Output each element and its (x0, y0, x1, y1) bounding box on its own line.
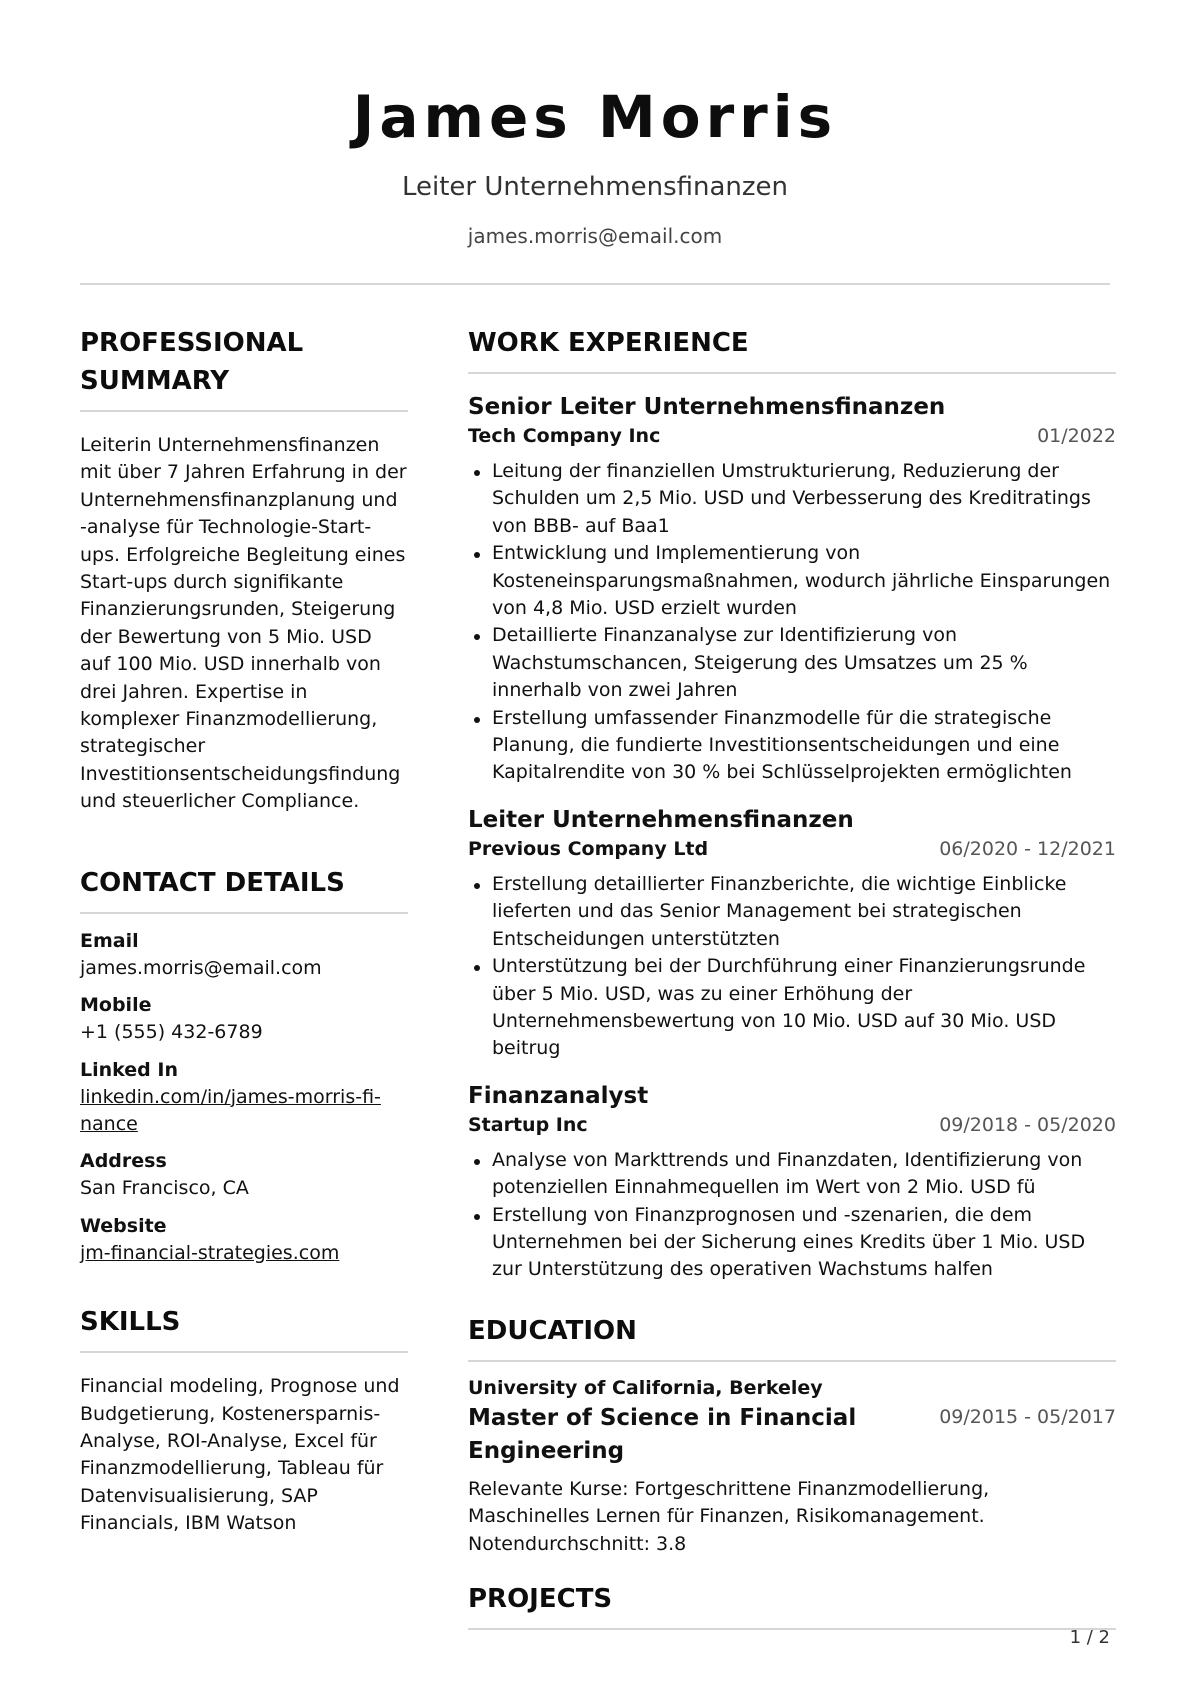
job-bullets (468, 871, 1116, 1063)
job-bullet: Entwicklung und Implementierung von Kosteneinsparungsmaßnahmen, wodurch jährliche Einsparungen von 4,8 Mio. USD erzielt wurden (492, 540, 1116, 622)
job-position: Senior Leiter Unternehmensfinanzen (468, 394, 946, 420)
address-value: San Francisco, CA (80, 1177, 249, 1200)
left-column (80, 324, 408, 1538)
contact-details (80, 928, 408, 1267)
website-link[interactable]: jm-financial-strategies.com (80, 1241, 340, 1264)
job-entry (468, 392, 1116, 787)
job-dates: 06/2020 - 12/2021 (939, 837, 1116, 860)
summary-text: Leiterin Unternehmensfinanzen mit über 7 Jahren Erfahrung in der Unternehmensfinanzplanung und -analyse für Technologie-Start-ups. Erfolgreiche Begleitung eines Start-ups durch signifikante Finanzierungsrunden, Steigerung der Bewertung von 5 Mio. USD auf 100 Mio. USD innerhalb von drei Jahren. Expertise in komplexer Finanzmodellierung, strategischer Investitionsentscheidungsfindung und steuerlicher Compliance. (80, 434, 407, 813)
right-column (468, 324, 1116, 1630)
job-position: Finanzanalyst (468, 1082, 649, 1109)
job-bullet: Detaillierte Finanzanalyse zur Identifizierung von Wachstumschancen, Steigerung des Umsatzes um 25 % innerhalb von zwei Jahren (492, 622, 1116, 704)
school-name: University of California, Berkeley (468, 1376, 823, 1399)
linkedin-link[interactable]: linkedin.com/in/james-morris-fi-nance (80, 1085, 381, 1135)
job-company: Previous Company Ltd (468, 837, 709, 860)
website-label: Website (80, 1214, 167, 1237)
job-company: Startup Inc (468, 1113, 588, 1136)
header-email: james.morris@email.com (467, 224, 723, 248)
education-entry (468, 1374, 1116, 1558)
page-number: 1 / 2 (1069, 1627, 1110, 1648)
job-bullet: Analyse von Markttrends und Finanzdaten, Identifizierung von potenziellen Einnahmequellen im Wert von 2 Mio. USD fü (492, 1147, 1116, 1202)
resume-header (0, 0, 1190, 250)
skills-text: Financial modeling, Prognose und Budgetierung, Kostenersparnis-Analyse, ROI-Analyse, Excel für Finanzmodellierung, Tableau für Datenvisualisierung, SAP Financials, IBM Watson (80, 1375, 400, 1535)
experience-heading: WORK EXPERIENCE (468, 324, 1116, 374)
job-bullet: Leitung der finanziellen Umstrukturierung, Reduzierung der Schulden um 2,5 Mio. USD und Verbesserung des Kreditratings von BBB- auf Baa1 (492, 458, 1116, 540)
job-bullet: Erstellung von Finanzprognosen und -szenarien, die dem Unternehmen bei der Sicherung eines Kredits über 1 Mio. USD zur Unterstützung des operativen Wachstums halfen (492, 1202, 1116, 1284)
education-heading: EDUCATION (468, 1312, 1116, 1362)
address-label: Address (80, 1150, 167, 1173)
job-bullets (468, 458, 1116, 787)
degree-title: Master of Science in Financial Engineering (468, 1404, 857, 1464)
job-company: Tech Company Inc (468, 425, 661, 447)
job-dates: 01/2022 (1037, 425, 1116, 447)
linkedin-label: Linked In (80, 1058, 178, 1081)
mobile-value: +1 (555) 432-6789 (80, 1021, 263, 1044)
summary-heading: PROFESSIONAL SUMMARY (80, 324, 408, 412)
skills-heading: SKILLS (80, 1303, 408, 1353)
email-value: james.morris@email.com (80, 956, 322, 979)
job-bullet: Erstellung umfassender Finanzmodelle für die strategische Planung, die fundierte Investitionsentscheidungen und eine Kapitalrendite von 30 % bei Schlüsselprojekten ermöglichten (492, 705, 1116, 787)
job-bullets (468, 1147, 1116, 1284)
job-dates: 09/2018 - 05/2020 (939, 1113, 1116, 1136)
education-dates: 09/2015 - 05/2017 (939, 1405, 1116, 1428)
job-title: Leiter Unternehmensfinanzen (401, 172, 788, 202)
job-entry (468, 805, 1116, 1063)
contact-heading: CONTACT DETAILS (80, 864, 408, 914)
education-courses: Relevante Kurse: Fortgeschrittene Finanzmodellierung, Maschinelles Lernen für Finanzen, Risikomanagement. Notendurchschnitt: 3.8 (468, 1477, 990, 1555)
job-position: Leiter Unternehmensfinanzen (468, 806, 854, 833)
mobile-label: Mobile (80, 994, 152, 1017)
job-bullet: Unterstützung bei der Durchführung einer Finanzierungsrunde über 5 Mio. USD, was zu einer Erhöhung der Unternehmensbewertung von 10 Mio. USD auf 30 Mio. USD beitrug (492, 953, 1116, 1063)
header-divider (80, 283, 1110, 285)
projects-heading: PROJECTS (468, 1580, 1116, 1630)
candidate-name: James Morris (352, 83, 838, 151)
job-entry (468, 1081, 1116, 1284)
job-bullet: Erstellung detaillierter Finanzberichte, die wichtige Einblicke lieferten und das Senior Management bei strategischen Entscheidungen unterstützten (492, 871, 1116, 953)
email-label: Email (80, 929, 139, 952)
